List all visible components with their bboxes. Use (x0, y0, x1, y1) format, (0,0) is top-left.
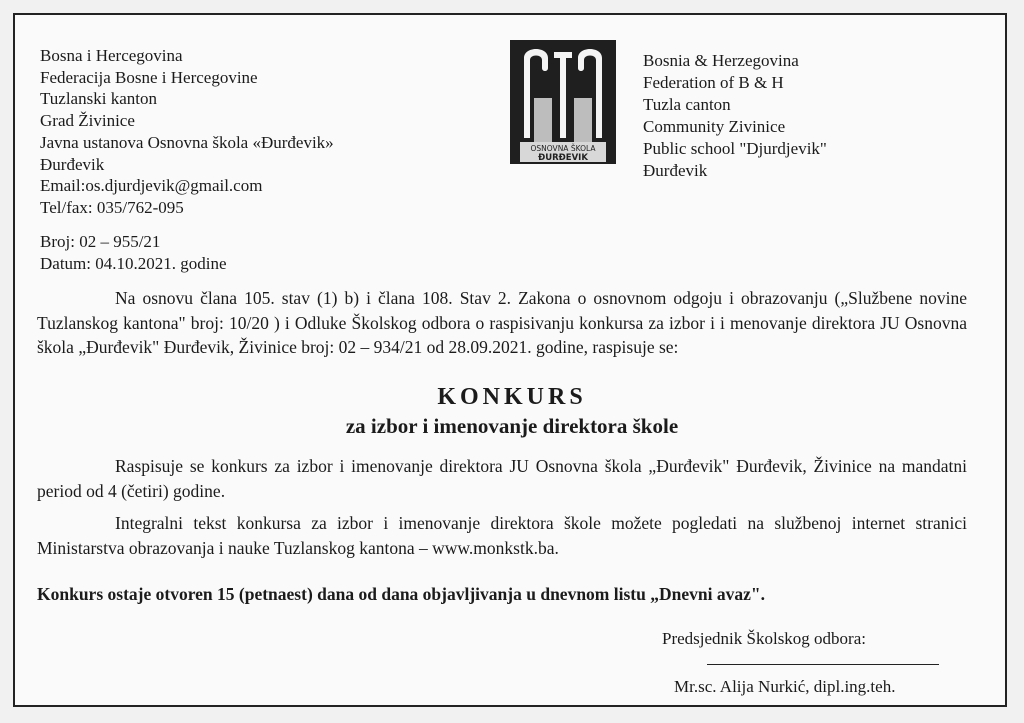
letterhead-line: Community Zivinice (643, 117, 786, 136)
letterhead-line: Bosna i Hercegovina (40, 46, 183, 65)
letterhead-line: Đurđevik (40, 154, 105, 174)
signature-line (707, 664, 939, 665)
letterhead-line: Javna ustanova Osnovna škola «Đurđevik» (40, 132, 334, 152)
letterhead-line: Grad Živinice (40, 111, 135, 131)
body-paragraph-1: Raspisuje se konkurs za izbor i imenovanje direktora JU Osnovna škola „Đurđevik" Đurđevik, Živinice na mandatni period od 4 (četiri) godine. (37, 456, 967, 501)
letterhead-line: Tuzla canton (643, 95, 731, 114)
reference-block (40, 231, 227, 275)
letterhead-line: Federacija Bosne i Hercegovine (40, 67, 258, 87)
svg-text:OSNOVNA ŠKOLA: OSNOVNA ŠKOLA (530, 144, 596, 153)
letterhead-line: Public school "Djurdjevik" (643, 139, 827, 158)
letterhead-line: Đurđevik (643, 161, 708, 180)
letterhead-phone: Tel/fax: 035/762-095 (40, 197, 184, 217)
signatory-name: Mr.sc. Alija Nurkić, dipl.ing.teh. (674, 677, 896, 696)
letterhead-email: Email:os.djurdjevik@gmail.com (40, 176, 263, 196)
letterhead-bosnian (40, 45, 334, 219)
letterhead-english (643, 50, 827, 182)
school-logo (508, 38, 618, 166)
intro-paragraph: Na osnovu člana 105. stav (1) b) i člana 108. Stav 2. Zakona o osnovnom odgoju i obrazovanju („Službene novine Tuzlanskog kantona" broj: 10/20 ) i Odluke Školskog odbora o raspisivanju konkursa za izbor i i menovanje direktora JU Osnovna škola „Đurđevik" Đurđevik, Živinice broj: 02 – 934/21 od 28.09.2021. godine, raspisuje se: (37, 288, 967, 357)
body-paragraph-2: Integralni tekst konkursa za izbor i imenovanje direktora škole možete pogledati na službenoj internet stranici Ministarstva obrazovanja i nauke Tuzlanskog kantona – www.monkstk.ba. (37, 513, 967, 558)
letterhead-line: Bosnia & Herzegovina (643, 51, 799, 70)
document-subtitle: za izbor i imenovanje direktora škole (345, 414, 679, 438)
letterhead-line: Federation of B & H (643, 73, 784, 92)
reference-date: Datum: 04.10.2021. godine (40, 254, 227, 273)
closing-paragraph: Konkurs ostaje otvoren 15 (petnaest) dana od dana objavljivanja u dnevnom listu „Dnevni avaz". (37, 584, 765, 604)
svg-text:ĐURĐEVIK: ĐURĐEVIK (538, 153, 588, 163)
signatory-role: Predsjednik Školskog odbora: (662, 629, 866, 648)
document-title: KONKURS (437, 384, 587, 410)
reference-number: Broj: 02 – 955/21 (40, 232, 161, 251)
letterhead-line: Tuzlanski kanton (40, 89, 157, 109)
